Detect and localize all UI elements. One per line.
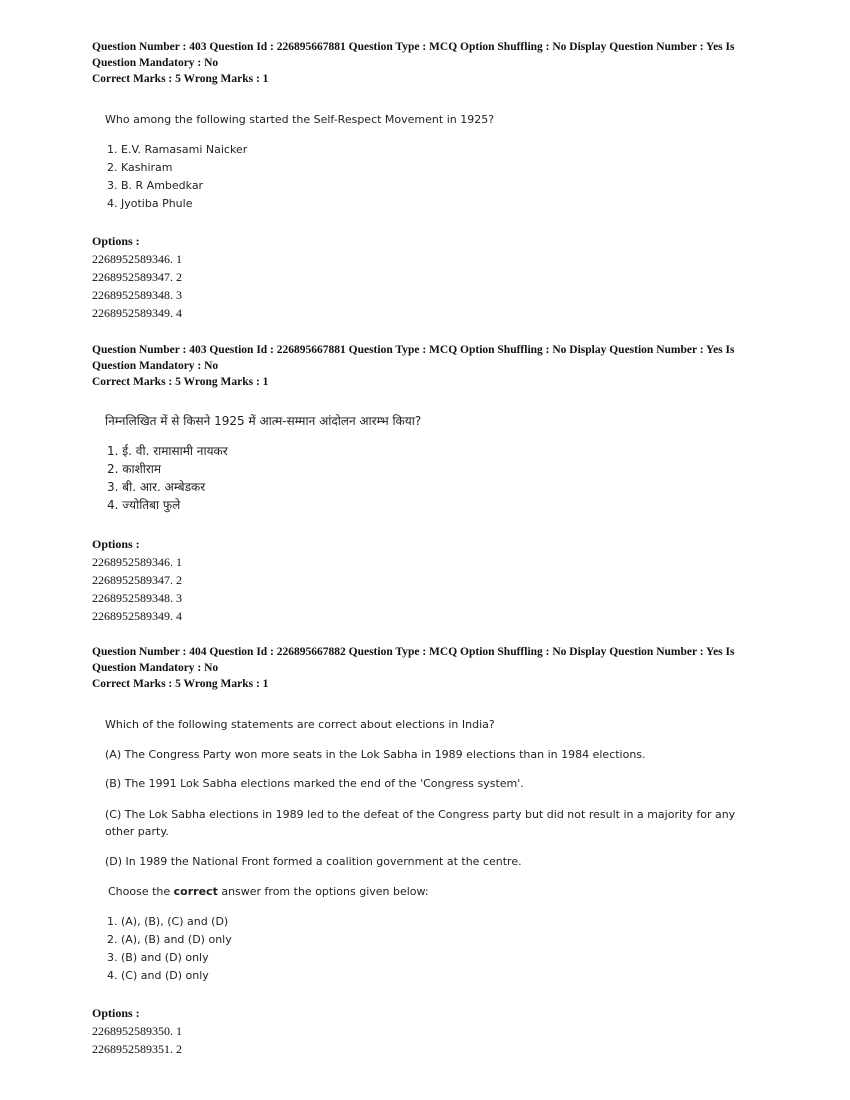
meta-line: Correct Marks : 5 Wrong Marks : 1 <box>92 73 269 85</box>
answer-choice: 3. B. R Ambedkar <box>107 179 204 192</box>
option-id: 2268952589348. 3 <box>92 591 182 605</box>
answer-choices <box>107 913 232 985</box>
answer-choice: 1. (A), (B), (C) and (D) <box>107 915 229 928</box>
option-id: 2268952589351. 2 <box>92 1042 182 1056</box>
answer-choice: 4. ज्योतिबा फुले <box>107 498 181 512</box>
question-text: निम्नलिखित में से किसने 1925 में आत्म-सम्मान आंदोलन आरम्भ किया? <box>105 414 422 428</box>
answer-choice: 2. Kashiram <box>107 161 173 174</box>
options-heading: Options : <box>92 1006 140 1020</box>
question-meta <box>92 342 792 390</box>
option-id: 2268952589346. 1 <box>92 252 182 266</box>
options-heading: Options : <box>92 537 140 551</box>
meta-line: Correct Marks : 5 Wrong Marks : 1 <box>92 376 269 388</box>
answer-choice: 2. (A), (B) and (D) only <box>107 933 232 946</box>
answer-choice: 3. (B) and (D) only <box>107 951 209 964</box>
meta-line: Question Mandatory : No <box>92 662 219 674</box>
answer-choice: 1. ई. वी. रामासामी नायकर <box>107 444 228 458</box>
statement-c-line: (C) The Lok Sabha elections in 1989 led to the defeat of the Congress party but did not result in a majority for any <box>105 808 736 821</box>
question-meta <box>92 39 792 87</box>
options-heading: Options : <box>92 234 140 248</box>
option-id: 2268952589347. 2 <box>92 573 182 587</box>
question-text: Which of the following statements are correct about elections in India? <box>105 718 495 731</box>
choose-instruction <box>108 883 728 900</box>
question-meta <box>92 644 792 692</box>
answer-choices <box>107 141 247 213</box>
answer-choice: 3. बी. आर. अम्बेडकर <box>107 480 206 494</box>
meta-line: Question Number : 403 Question Id : 226895667881 Question Type : MCQ Option Shuffling : No Display Question Number : Yes Is <box>92 41 735 53</box>
choose-bold: correct <box>173 885 218 898</box>
choose-prefix: Choose the <box>108 885 174 898</box>
choose-suffix: answer from the options given below: <box>217 885 429 898</box>
answer-choice: 4. Jyotiba Phule <box>107 197 193 210</box>
statement-d: (D) In 1989 the National Front formed a coalition government at the centre. <box>105 855 522 868</box>
answer-choice: 4. (C) and (D) only <box>107 969 209 982</box>
answer-choices <box>107 442 228 514</box>
option-id: 2268952589348. 3 <box>92 288 182 302</box>
meta-line: Question Mandatory : No <box>92 57 219 69</box>
options-block <box>92 535 182 625</box>
options-block <box>92 232 182 322</box>
options-block <box>92 1004 182 1058</box>
answer-choice: 1. E.V. Ramasami Naicker <box>107 143 248 156</box>
statement-a: (A) The Congress Party won more seats in the Lok Sabha in 1989 elections than in 1984 elections. <box>105 748 646 761</box>
meta-line: Question Number : 404 Question Id : 226895667882 Question Type : MCQ Option Shuffling : No Display Question Number : Yes Is <box>92 646 735 658</box>
statement-b: (B) The 1991 Lok Sabha elections marked the end of the 'Congress system'. <box>105 777 524 790</box>
answer-choice: 2. काशीराम <box>107 462 162 476</box>
option-id: 2268952589350. 1 <box>92 1024 182 1038</box>
meta-line: Question Mandatory : No <box>92 360 219 372</box>
option-id: 2268952589346. 1 <box>92 555 182 569</box>
statement-c <box>105 806 745 840</box>
option-id: 2268952589347. 2 <box>92 270 182 284</box>
meta-line: Question Number : 403 Question Id : 226895667881 Question Type : MCQ Option Shuffling : No Display Question Number : Yes Is <box>92 344 735 356</box>
option-id: 2268952589349. 4 <box>92 306 182 320</box>
statement-c-line: other party. <box>105 825 169 838</box>
option-id: 2268952589349. 4 <box>92 609 182 623</box>
question-text: Who among the following started the Self-Respect Movement in 1925? <box>105 113 495 126</box>
meta-line: Correct Marks : 5 Wrong Marks : 1 <box>92 678 269 690</box>
